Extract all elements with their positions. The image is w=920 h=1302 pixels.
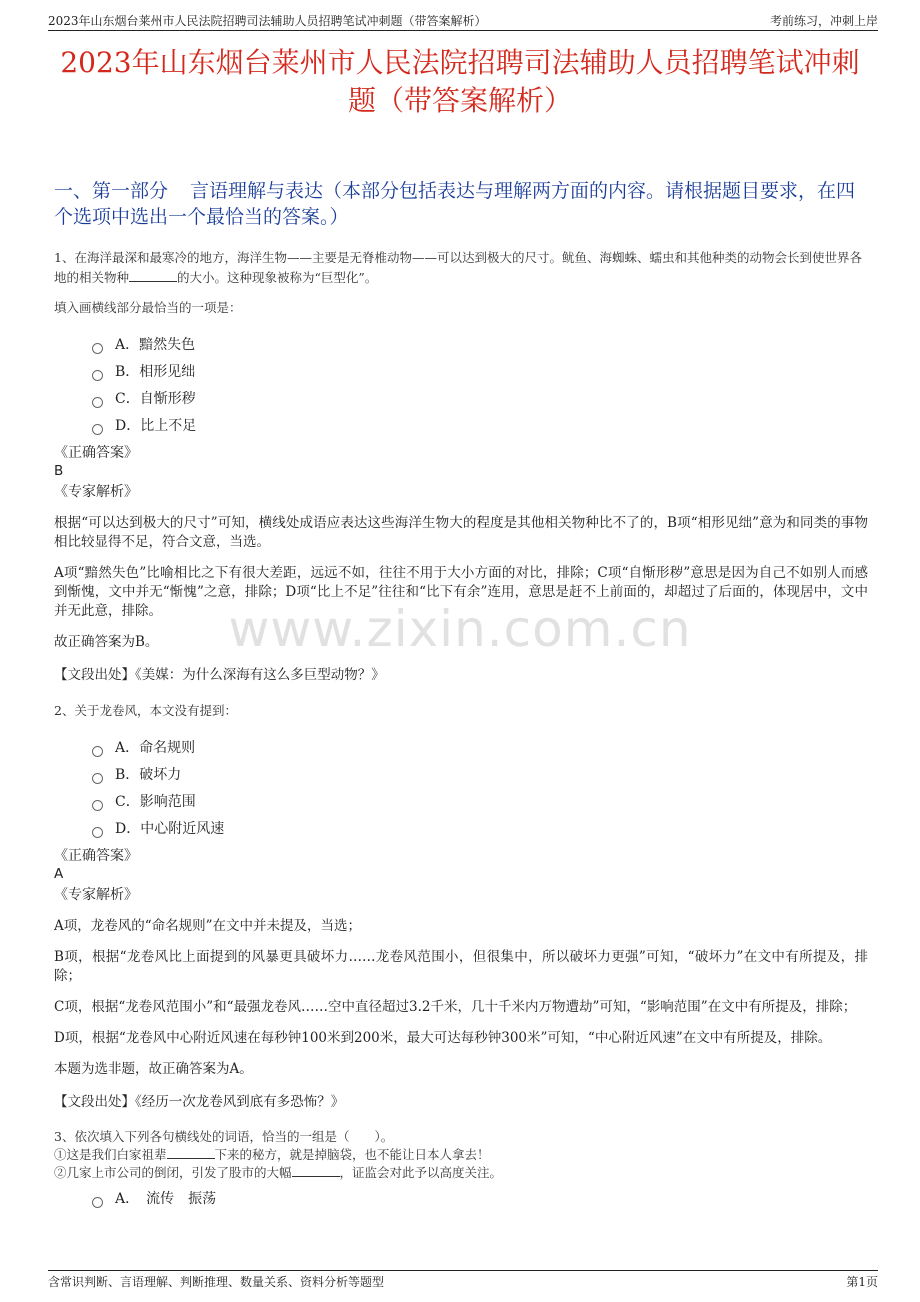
option-label: A． 流传 振荡 bbox=[115, 1191, 217, 1207]
radio-icon[interactable] bbox=[92, 827, 103, 838]
blank-line bbox=[167, 1146, 215, 1159]
option-list bbox=[54, 1186, 868, 1213]
option-d[interactable] bbox=[92, 413, 868, 440]
section-title bbox=[54, 178, 872, 230]
option-b[interactable] bbox=[92, 762, 868, 789]
analysis-paragraph: D项，根据“龙卷风中心附近风速在每秒钟100米到200米，最大可达每秒钟300米”可知，“中心附近风速”在文中有所提及，排除。 bbox=[54, 1030, 832, 1046]
question-stem: 2、关于龙卷风，本文没有提到： bbox=[54, 703, 237, 718]
option-list bbox=[54, 735, 868, 843]
option-c[interactable] bbox=[92, 386, 868, 413]
option-label: C．自惭形秽 bbox=[115, 391, 196, 407]
option-label: D．比上不足 bbox=[115, 418, 197, 434]
stem-text: 1、在海洋最深和最寒冷的地方，海洋生物——主要是无脊椎动物——可以达到极大的尺寸。鱿鱼、海蜘蛛、蠕虫和其他种类的动物会长到使世界各地的相关物种 bbox=[54, 250, 862, 285]
answer-value: B bbox=[54, 463, 64, 479]
blank-line bbox=[292, 1164, 340, 1177]
radio-icon[interactable] bbox=[92, 343, 103, 354]
analysis-paragraph: 本题为选非题，故正确答案为A。 bbox=[54, 1061, 253, 1077]
analysis-paragraph: C项，根据“龙卷风范围小”和“最强龙卷风……空中直径超过3.2千米，几十千米内万物遭劫”可知，“影响范围”在文中有所提及，排除； bbox=[54, 999, 857, 1015]
analysis-label: 《专家解析》 bbox=[54, 484, 138, 500]
radio-icon[interactable] bbox=[92, 746, 103, 757]
answer-label: 《正确答案》 bbox=[54, 848, 138, 864]
option-label: B．破坏力 bbox=[115, 767, 182, 783]
question-sentence-1 bbox=[54, 1146, 868, 1164]
answer-value: A bbox=[54, 866, 64, 882]
analysis-label: 《专家解析》 bbox=[54, 887, 138, 903]
source-citation: 【文段出处】《经历一次龙卷风到底有多恐怖？》 bbox=[54, 1094, 345, 1110]
question-2 bbox=[54, 701, 868, 1112]
stem-text: ，证监会对此予以高度关注。 bbox=[339, 1165, 503, 1180]
question-3 bbox=[54, 1128, 868, 1213]
page-footer bbox=[48, 1270, 878, 1291]
stem-text: ②几家上市公司的倒闭，引发了股市的大幅 bbox=[54, 1165, 292, 1180]
page-number: 第1页 bbox=[846, 1274, 878, 1289]
footer-description: 含常识判断、言语理解、判断推理、数量关系、资料分析等题型 bbox=[48, 1274, 385, 1289]
section-heading: 言语理解与表达（本部分包括表达与理解两方面的内容。请根据题目要求，在四个选项中选出一个最恰当的答案。） bbox=[54, 180, 856, 228]
option-a[interactable] bbox=[92, 332, 868, 359]
analysis-paragraph: A项“黯然失色”比喻相比之下有很大差距，远远不如，往往不用于大小方面的对比，排除；C项“自惭形秽”意思是因为自己不如别人而感到惭愧，文中并无“惭愧”之意，排除；D项“比上不足”往往和“比下有余”连用，意思是赶不上前面的，却超过了后面的，体现居中，文中并无此意，排除。 bbox=[54, 565, 868, 619]
option-d[interactable] bbox=[92, 816, 868, 843]
option-c[interactable] bbox=[92, 789, 868, 816]
question-1 bbox=[54, 248, 868, 685]
header-doc-name: 2023年山东烟台莱州市人民法院招聘司法辅助人员招聘笔试冲刺题（带答案解析） bbox=[48, 14, 487, 28]
option-label: A．命名规则 bbox=[115, 740, 196, 756]
radio-icon[interactable] bbox=[92, 370, 103, 381]
option-a[interactable] bbox=[92, 735, 868, 762]
option-label: D．中心附近风速 bbox=[115, 821, 225, 837]
option-label: B．相形见绌 bbox=[115, 364, 196, 380]
answer-label: 《正确答案》 bbox=[54, 445, 138, 461]
stem-text: ①这是我们白家祖辈 bbox=[54, 1147, 167, 1162]
header-slogan: 考前练习，冲刺上岸 bbox=[769, 14, 878, 28]
analysis-paragraph: B项，根据“龙卷风比上面提到的风暴更具破坏力……龙卷风范围小，但很集中，所以破坏力更强”可知，“破坏力”在文中有所提及，排除； bbox=[54, 949, 868, 984]
question-list bbox=[54, 248, 868, 1229]
analysis-paragraph: 故正确答案为B。 bbox=[54, 634, 159, 650]
stem-text: 下来的秘方，就是掉脑袋，也不能让日本人拿去！ bbox=[214, 1147, 490, 1162]
radio-icon[interactable] bbox=[92, 397, 103, 408]
blank-line bbox=[129, 269, 177, 282]
radio-icon[interactable] bbox=[92, 1197, 103, 1208]
option-label: A．黯然失色 bbox=[115, 337, 196, 353]
stem-text: 的大小。这种现象被称为“巨型化”。 bbox=[177, 270, 378, 285]
section-part: 一、第一部分 bbox=[54, 180, 169, 202]
option-b[interactable] bbox=[92, 359, 868, 386]
analysis-paragraph: 根据“可以达到极大的尺寸”可知，横线处成语应表达这些海洋生物大的程度是其他相关物种比不了的，B项“相形见绌”意为和同类的事物相比较显得不足，符合文意，当选。 bbox=[54, 515, 868, 550]
watermark: www.zixin.com.cn bbox=[228, 600, 692, 658]
question-stem bbox=[54, 248, 868, 288]
question-stem: 3、依次填入下列各句横线处的词语，恰当的一组是（ ）。 bbox=[54, 1129, 394, 1144]
radio-icon[interactable] bbox=[92, 800, 103, 811]
source-citation: 【文段出处】《美媒：为什么深海有这么多巨型动物？》 bbox=[54, 667, 385, 683]
radio-icon[interactable] bbox=[92, 773, 103, 784]
option-a[interactable] bbox=[92, 1186, 868, 1213]
option-label: C．影响范围 bbox=[115, 794, 196, 810]
option-list bbox=[54, 332, 868, 440]
question-sentence-2 bbox=[54, 1164, 868, 1182]
page-header bbox=[48, 12, 878, 31]
radio-icon[interactable] bbox=[92, 424, 103, 435]
analysis-paragraph: A项，龙卷风的“命名规则”在文中并未提及，当选； bbox=[54, 918, 362, 934]
question-instruction: 填入画横线部分最恰当的一项是： bbox=[54, 300, 242, 315]
document-title: 2023年山东烟台莱州市人民法院招聘司法辅助人员招聘笔试冲刺题（带答案解析） bbox=[60, 46, 860, 117]
